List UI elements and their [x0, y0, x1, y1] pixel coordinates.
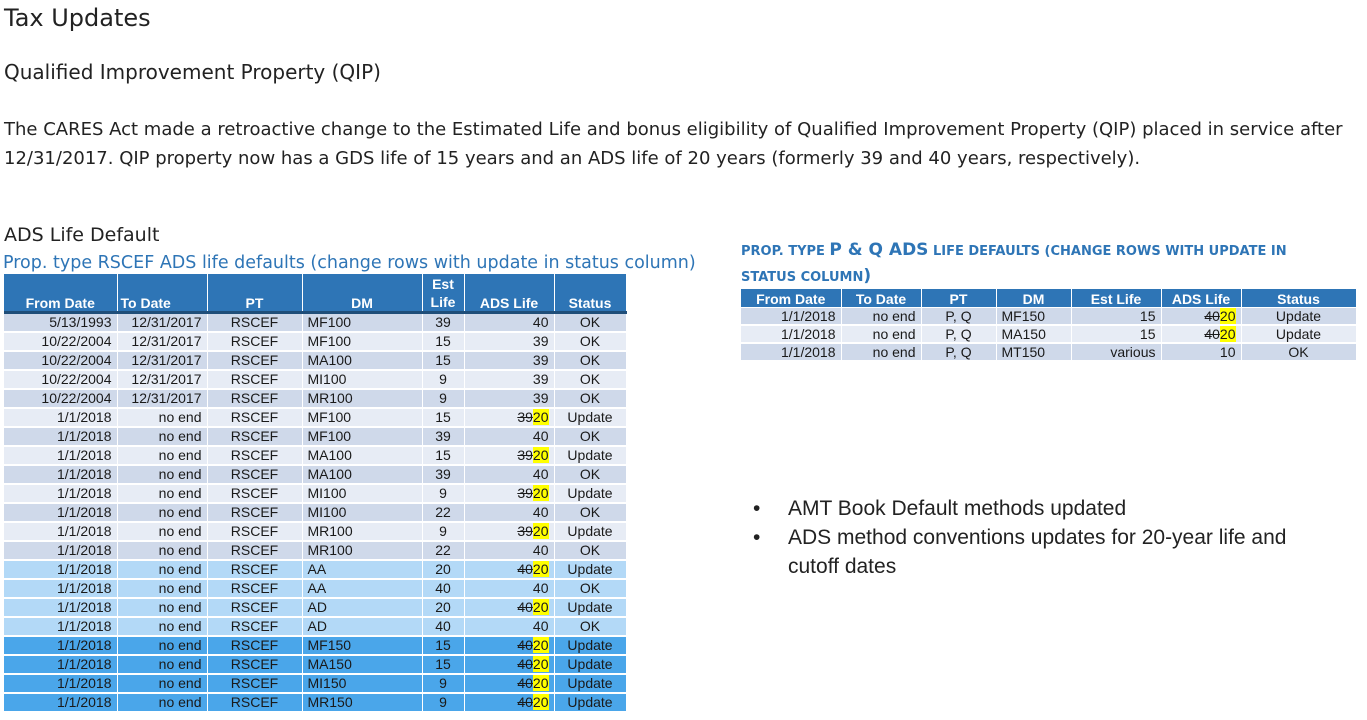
- table-header-row: [741, 289, 1356, 307]
- col-header-pt: PT: [207, 274, 302, 312]
- from-date-cell: 1/1/2018: [4, 674, 117, 693]
- col-header-life-line: Life: [430, 293, 456, 310]
- status-cell: OK: [554, 370, 626, 389]
- to-date-cell: no end: [117, 655, 207, 674]
- ads-life-old-value: 39: [517, 409, 533, 425]
- bullet-item: [750, 523, 1330, 581]
- right-caption-part: P & Q ADS: [829, 240, 929, 260]
- to-date-cell: no end: [117, 579, 207, 598]
- right-caption-part: LIFE DEFAULTS (: [928, 244, 1051, 259]
- table-row: [4, 617, 626, 636]
- pt-cell: RSCEF: [207, 484, 302, 503]
- to-date-cell: no end: [117, 484, 207, 503]
- est-life-cell: 40: [422, 579, 464, 598]
- est-life-cell: 9: [422, 522, 464, 541]
- dm-cell: MF100: [302, 312, 422, 332]
- from-date-cell: 1/1/2018: [4, 541, 117, 560]
- pt-cell: RSCEF: [207, 522, 302, 541]
- est-life-cell: 15: [422, 636, 464, 655]
- to-date-cell: no end: [117, 541, 207, 560]
- col-header-status: Status: [554, 274, 626, 312]
- dm-cell: MA100: [302, 446, 422, 465]
- ads-life-cell: 40: [464, 503, 554, 522]
- est-life-cell: 22: [422, 503, 464, 522]
- from-date-cell: 1/1/2018: [4, 617, 117, 636]
- from-date-cell: 10/22/2004: [4, 351, 117, 370]
- status-cell: OK: [554, 617, 626, 636]
- pt-cell: RSCEF: [207, 351, 302, 370]
- ads-life-cell: [464, 522, 554, 541]
- ads-life-cell: [464, 655, 554, 674]
- ads-life-cell: 40: [464, 465, 554, 484]
- right-table-caption: [741, 238, 1341, 290]
- status-cell: Update: [554, 446, 626, 465]
- to-date-cell: 12/31/2017: [117, 389, 207, 408]
- ads-life-old-value: 40: [517, 637, 533, 653]
- col-header-est-life: Est Life: [1071, 289, 1161, 307]
- est-life-cell: 20: [422, 598, 464, 617]
- pt-cell: RSCEF: [207, 332, 302, 351]
- status-cell: Update: [554, 655, 626, 674]
- dm-cell: MF100: [302, 332, 422, 351]
- table-row: [741, 307, 1356, 325]
- ads-life-new-value: 20: [1219, 325, 1236, 342]
- table-row: [4, 389, 626, 408]
- col-header-ads-life: ADS Life: [464, 274, 554, 312]
- status-cell: OK: [554, 312, 626, 332]
- est-life-cell: 20: [422, 560, 464, 579]
- table-row: [4, 312, 626, 332]
- pt-cell: RSCEF: [207, 579, 302, 598]
- pt-cell: P, Q: [921, 325, 996, 343]
- ads-life-new-value: 20: [532, 656, 549, 672]
- col-header-est-line: Est: [432, 275, 454, 292]
- status-cell: OK: [554, 351, 626, 370]
- dm-cell: MF100: [302, 408, 422, 427]
- ads-life-cell: [464, 484, 554, 503]
- dm-cell: MR100: [302, 522, 422, 541]
- right-caption-part: CHANGE ROWS WITH UPDATE IN STATUS COLUMN: [741, 244, 1287, 285]
- pt-cell: RSCEF: [207, 541, 302, 560]
- ads-life-cell: [464, 446, 554, 465]
- table-row: [4, 465, 626, 484]
- pt-cell: RSCEF: [207, 446, 302, 465]
- to-date-cell: no end: [117, 617, 207, 636]
- from-date-cell: 1/1/2018: [741, 343, 841, 361]
- from-date-cell: 1/1/2018: [4, 579, 117, 598]
- table-row: [4, 579, 626, 598]
- col-header-to-date: To Date: [841, 289, 921, 307]
- from-date-cell: 1/1/2018: [4, 598, 117, 617]
- notes-bullet-list: [750, 494, 1330, 581]
- right-caption-part: ): [863, 266, 872, 286]
- table-row: [4, 370, 626, 389]
- dm-cell: AA: [302, 560, 422, 579]
- status-cell: Update: [554, 598, 626, 617]
- from-date-cell: 1/1/2018: [4, 408, 117, 427]
- pt-cell: RSCEF: [207, 617, 302, 636]
- dm-cell: AD: [302, 598, 422, 617]
- ads-life-new-value: 20: [1219, 307, 1236, 324]
- est-life-cell: 39: [422, 427, 464, 446]
- table-row: [4, 522, 626, 541]
- ads-life-cell: [1161, 325, 1241, 343]
- from-date-cell: 1/1/2018: [4, 636, 117, 655]
- dm-cell: MT150: [996, 343, 1071, 361]
- est-life-cell: 15: [422, 446, 464, 465]
- to-date-cell: 12/31/2017: [117, 332, 207, 351]
- table-row: [4, 408, 626, 427]
- status-cell: OK: [554, 541, 626, 560]
- status-cell: Update: [554, 674, 626, 693]
- dm-cell: MR100: [302, 389, 422, 408]
- ads-life-cell: 39: [464, 389, 554, 408]
- table-row: [4, 693, 626, 712]
- est-life-cell: 15: [422, 351, 464, 370]
- ads-life-new-value: 20: [532, 675, 549, 691]
- table-row: [4, 560, 626, 579]
- from-date-cell: 1/1/2018: [4, 465, 117, 484]
- ads-life-old-value: 39: [517, 485, 533, 501]
- ads-life-new-value: 20: [532, 447, 549, 463]
- est-life-cell: 15: [422, 332, 464, 351]
- ads-life-cell: [464, 693, 554, 712]
- status-cell: Update: [554, 693, 626, 712]
- right-caption-part: PROP. TYPE: [741, 244, 830, 259]
- from-date-cell: 10/22/2004: [4, 370, 117, 389]
- to-date-cell: 12/31/2017: [117, 351, 207, 370]
- to-date-cell: no end: [117, 674, 207, 693]
- pt-cell: RSCEF: [207, 408, 302, 427]
- status-cell: OK: [554, 579, 626, 598]
- ads-life-new-value: 20: [532, 561, 549, 577]
- to-date-cell: no end: [117, 446, 207, 465]
- ads-life-old-value: 40: [517, 599, 533, 615]
- intro-paragraph: The CARES Act made a retroactive change to the Estimated Life and bonus eligibility of Qualified Improvement Property (QIP) placed in service after 12/31/2017. QIP property now has a GDS life of 15 years and an ADS life of 20 years (formerly 39 and 40 years, respectively).: [4, 119, 1343, 169]
- pt-cell: RSCEF: [207, 655, 302, 674]
- dm-cell: AA: [302, 579, 422, 598]
- col-header-from-date: From Date: [741, 289, 841, 307]
- section-subtitle: Qualified Improvement Property (QIP): [4, 60, 381, 84]
- dm-cell: MR100: [302, 541, 422, 560]
- bullet-item: [750, 494, 1330, 523]
- status-cell: Update: [554, 560, 626, 579]
- col-header-dm: DM: [996, 289, 1071, 307]
- left-table-body: [4, 312, 626, 712]
- status-cell: OK: [554, 332, 626, 351]
- status-cell: Update: [554, 522, 626, 541]
- dm-cell: MF150: [996, 307, 1071, 325]
- ads-life-old-value: 40: [517, 656, 533, 672]
- status-cell: Update: [554, 636, 626, 655]
- est-life-cell: 9: [422, 484, 464, 503]
- from-date-cell: 1/1/2018: [4, 560, 117, 579]
- ads-life-cell: 40: [464, 541, 554, 560]
- status-cell: Update: [554, 484, 626, 503]
- ads-life-cell: 40: [464, 579, 554, 598]
- est-life-cell: 15: [422, 655, 464, 674]
- ads-life-old-value: 39: [517, 523, 533, 539]
- status-cell: OK: [554, 503, 626, 522]
- ads-life-cell: [464, 408, 554, 427]
- col-header-from-date: From Date: [4, 274, 117, 312]
- ads-life-new-value: 20: [532, 694, 549, 710]
- ads-life-cell: 40: [464, 312, 554, 332]
- status-cell: OK: [554, 465, 626, 484]
- bullet-dot-icon: •: [753, 526, 761, 549]
- col-header-pt: PT: [921, 289, 996, 307]
- to-date-cell: no end: [841, 325, 921, 343]
- page-title: Tax Updates: [4, 4, 151, 32]
- bullet-text: AMT Book Default methods updated: [788, 497, 1127, 520]
- est-life-cell: 22: [422, 541, 464, 560]
- ads-life-new-value: 20: [532, 523, 549, 539]
- from-date-cell: 10/22/2004: [4, 389, 117, 408]
- to-date-cell: no end: [117, 522, 207, 541]
- bullet-dot-icon: •: [753, 497, 761, 520]
- dm-cell: AD: [302, 617, 422, 636]
- dm-cell: MI100: [302, 503, 422, 522]
- pt-cell: RSCEF: [207, 312, 302, 332]
- est-life-cell: 39: [422, 312, 464, 332]
- dm-cell: MI150: [302, 674, 422, 693]
- ads-life-old-value: 40: [517, 694, 533, 710]
- table-row: [4, 332, 626, 351]
- pt-cell: P, Q: [921, 307, 996, 325]
- est-life-cell: 9: [422, 370, 464, 389]
- ads-life-old-value: 39: [517, 447, 533, 463]
- pq-ads-life-table: [741, 289, 1357, 362]
- table-row: [4, 598, 626, 617]
- from-date-cell: 1/1/2018: [4, 655, 117, 674]
- col-header-dm: DM: [302, 274, 422, 312]
- ads-life-cell: 39: [464, 351, 554, 370]
- pt-cell: P, Q: [921, 343, 996, 361]
- table-row: [4, 674, 626, 693]
- pt-cell: RSCEF: [207, 465, 302, 484]
- dm-cell: MF100: [302, 427, 422, 446]
- col-header-ads-life: ADS Life: [1161, 289, 1241, 307]
- from-date-cell: 1/1/2018: [4, 693, 117, 712]
- table-row: [4, 503, 626, 522]
- ads-life-old-value: 40: [517, 675, 533, 691]
- status-cell: Update: [1241, 325, 1356, 343]
- est-life-cell: various: [1071, 343, 1161, 361]
- from-date-cell: 1/1/2018: [741, 307, 841, 325]
- table-row: [4, 446, 626, 465]
- ads-life-cell: 39: [464, 332, 554, 351]
- status-cell: Update: [1241, 307, 1356, 325]
- bullet-text: ADS method conventions updates for 20-year life and cutoff dates: [788, 526, 1287, 578]
- status-cell: Update: [554, 408, 626, 427]
- right-table-body: [741, 307, 1356, 361]
- est-life-cell: 9: [422, 389, 464, 408]
- rscef-ads-life-table: [4, 274, 627, 713]
- to-date-cell: 12/31/2017: [117, 312, 207, 332]
- ads-life-new-value: 20: [532, 485, 549, 501]
- table-row: [4, 655, 626, 674]
- to-date-cell: no end: [117, 503, 207, 522]
- ads-life-cell: 40: [464, 617, 554, 636]
- pt-cell: RSCEF: [207, 674, 302, 693]
- status-cell: OK: [554, 389, 626, 408]
- to-date-cell: no end: [117, 427, 207, 446]
- ads-life-cell: [464, 636, 554, 655]
- col-header-status: Status: [1241, 289, 1356, 307]
- table-row: [4, 636, 626, 655]
- pt-cell: RSCEF: [207, 389, 302, 408]
- est-life-cell: 15: [1071, 325, 1161, 343]
- from-date-cell: 10/22/2004: [4, 332, 117, 351]
- est-life-cell: 9: [422, 693, 464, 712]
- from-date-cell: 1/1/2018: [4, 522, 117, 541]
- est-life-cell: 9: [422, 674, 464, 693]
- ads-life-old-value: 40: [1204, 325, 1220, 342]
- from-date-cell: 1/1/2018: [741, 325, 841, 343]
- ads-life-old-value: 40: [517, 561, 533, 577]
- table-row: [741, 325, 1356, 343]
- pt-cell: RSCEF: [207, 598, 302, 617]
- from-date-cell: 1/1/2018: [4, 484, 117, 503]
- status-cell: OK: [554, 427, 626, 446]
- dm-cell: MA100: [302, 351, 422, 370]
- ads-life-cell: [464, 674, 554, 693]
- dm-cell: MR150: [302, 693, 422, 712]
- est-life-cell: 40: [422, 617, 464, 636]
- dm-cell: MA100: [302, 465, 422, 484]
- ads-life-new-value: 20: [532, 599, 549, 615]
- from-date-cell: 1/1/2018: [4, 427, 117, 446]
- to-date-cell: no end: [117, 408, 207, 427]
- col-header-to-date: To Date: [117, 274, 207, 312]
- col-header-est-life: [422, 274, 464, 312]
- to-date-cell: no end: [841, 307, 921, 325]
- table-row: [4, 541, 626, 560]
- to-date-cell: no end: [841, 343, 921, 361]
- ads-life-cell: 39: [464, 370, 554, 389]
- ads-life-cell: [1161, 307, 1241, 325]
- ads-life-default-heading: ADS Life Default: [4, 224, 160, 246]
- to-date-cell: no end: [117, 560, 207, 579]
- pt-cell: RSCEF: [207, 560, 302, 579]
- ads-life-cell: [464, 560, 554, 579]
- from-date-cell: 1/1/2018: [4, 503, 117, 522]
- to-date-cell: no end: [117, 465, 207, 484]
- pt-cell: RSCEF: [207, 370, 302, 389]
- dm-cell: MI100: [302, 484, 422, 503]
- pt-cell: RSCEF: [207, 693, 302, 712]
- left-table-caption: Prop. type RSCEF ADS life defaults (change rows with update in status column): [3, 253, 696, 273]
- from-date-cell: 1/1/2018: [4, 446, 117, 465]
- from-date-cell: 5/13/1993: [4, 312, 117, 332]
- table-row: [4, 427, 626, 446]
- dm-cell: MA150: [302, 655, 422, 674]
- status-cell: OK: [1241, 343, 1356, 361]
- table-row: [741, 343, 1356, 361]
- table-row: [4, 351, 626, 370]
- to-date-cell: no end: [117, 636, 207, 655]
- pt-cell: RSCEF: [207, 427, 302, 446]
- to-date-cell: 12/31/2017: [117, 370, 207, 389]
- est-life-cell: 39: [422, 465, 464, 484]
- est-life-cell: 15: [422, 408, 464, 427]
- est-life-cell: 15: [1071, 307, 1161, 325]
- to-date-cell: no end: [117, 693, 207, 712]
- ads-life-new-value: 20: [532, 409, 549, 425]
- ads-life-cell: 40: [464, 427, 554, 446]
- ads-life-cell: [464, 598, 554, 617]
- ads-life-cell: 10: [1161, 343, 1241, 361]
- pt-cell: RSCEF: [207, 636, 302, 655]
- dm-cell: MI100: [302, 370, 422, 389]
- to-date-cell: no end: [117, 598, 207, 617]
- dm-cell: MA150: [996, 325, 1071, 343]
- pt-cell: RSCEF: [207, 503, 302, 522]
- dm-cell: MF150: [302, 636, 422, 655]
- ads-life-new-value: 20: [532, 637, 549, 653]
- table-header-row: [4, 274, 626, 312]
- ads-life-old-value: 40: [1204, 307, 1220, 324]
- table-row: [4, 484, 626, 503]
